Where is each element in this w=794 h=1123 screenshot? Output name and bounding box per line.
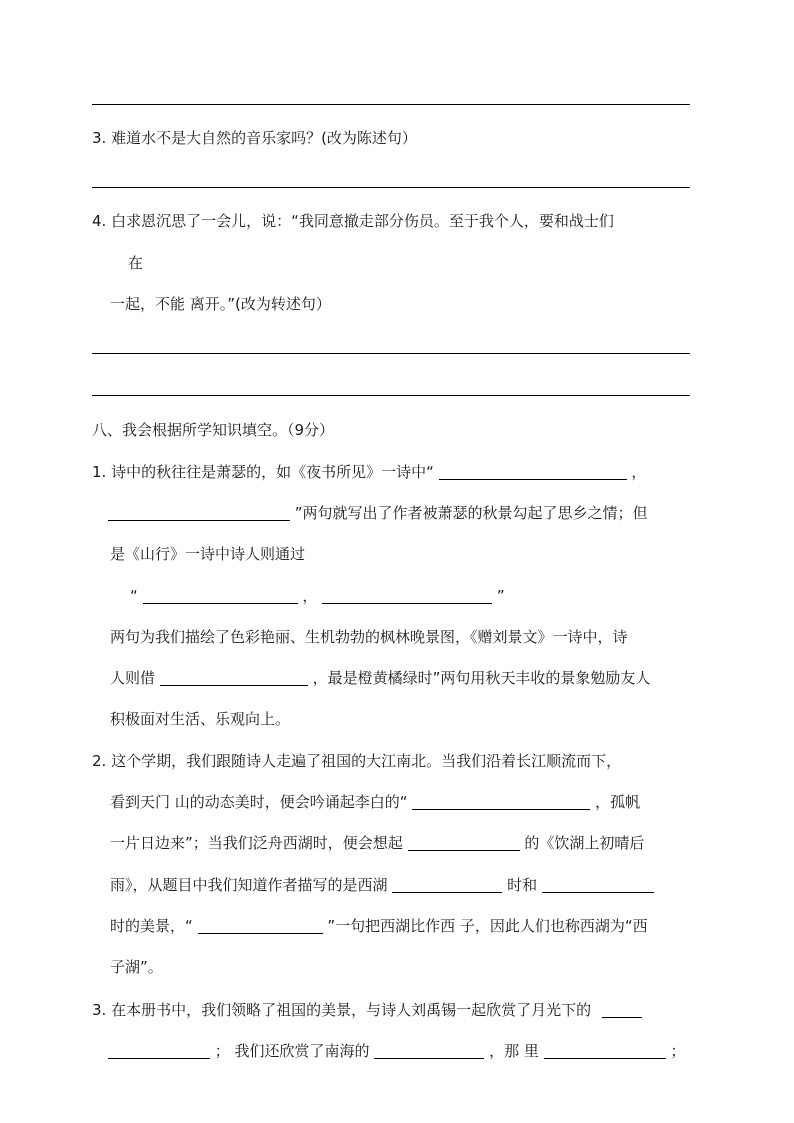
fill-blank[interactable] [322,587,492,604]
s8-q2-line3 [110,833,644,853]
s8-q2-text: 一片日边来”；当我们泛舟西湖时，便会想起 [110,834,403,852]
s8-q2-text: ”一句把西湖比作西 子，因此人们也称西湖为“西 [327,917,648,935]
question-4-line2: 在 [128,254,144,272]
fill-blank[interactable] [108,504,290,521]
s8-q3-text: ； [670,1042,686,1060]
answer-line[interactable] [92,395,690,396]
s8-q1-text: ”两句就写出了作者被萧瑟的秋景勾起了思乡之情；但 [294,504,648,522]
s8-q1-text: ， [631,463,647,481]
fill-blank[interactable] [408,834,520,851]
s8-q1-line4 [130,586,505,606]
s8-q1-line2 [108,503,648,523]
s8-q1-text: 1. 诗中的秋往往是萧瑟的，如《夜书所见》一诗中“ [92,463,434,481]
question-4-line1: 4. 白求恩沉思了一会儿，说：“我同意撤走部分伤员。至于我个人，要和战士们 [92,212,614,230]
s8-q1-text: 人则借 [110,669,156,687]
s8-q1-line7: 积极面对生活、乐观向上。 [110,710,291,728]
s8-q3-text: 3. 在本册书中，我们领略了祖国的美景，与诗人刘禹锡一起欣赏了月光下的 [92,1001,592,1019]
fill-blank[interactable] [198,917,323,934]
fill-blank[interactable] [108,1042,210,1059]
s8-q3-line2 [108,1041,685,1061]
s8-q1-text: “ [130,587,138,605]
s8-q2-text: 看到天门 山的动态美时，便会吟诵起李白的“ [110,793,408,811]
s8-q2-text: 的《饮湖上初晴后 [524,834,645,852]
fill-blank[interactable] [412,793,590,810]
fill-blank[interactable] [602,1001,642,1018]
s8-q2-line2 [110,792,640,812]
s8-q1-line5: 两句为我们描绘了色彩艳丽、生机勃勃的枫林晚景图，《赠刘景文》一诗中，诗 [110,628,628,646]
s8-q1-text: ， [302,587,318,605]
section-8-heading: 八、我会根据所学知识填空。（9分） [92,421,335,439]
answer-line[interactable] [92,353,690,354]
fill-blank[interactable] [374,1042,484,1059]
s8-q2-text: 时的美景，“ [110,917,193,935]
question-4-line3: 一起，不能 离开。”(改为转述句） [110,295,331,313]
s8-q1-line1 [92,462,646,482]
answer-line[interactable] [92,187,690,188]
s8-q1-line6 [110,668,650,688]
fill-blank[interactable] [544,1042,666,1059]
question-3-prompt: 3. 难道水不是大自然的音乐家吗？(改为陈述句） [92,129,417,147]
s8-q2-text: ，孤帆 [595,793,641,811]
s8-q2-line4 [110,875,654,895]
s8-q2-line1: 2. 这个学期，我们跟随诗人走遍了祖国的大江南北。当我们沿着长江顺流而下， [92,752,622,770]
s8-q1-text: ” [496,587,505,605]
s8-q2-text: 雨》，从题目中我们知道作者描写的是西湖 [110,876,388,894]
s8-q3-text: ，那 里 [489,1042,539,1060]
s8-q2-text: 时和 [507,876,538,894]
s8-q3-line1 [92,1000,642,1020]
s8-q3-text: ； 我们还欣赏了南海的 [214,1042,370,1060]
fill-blank[interactable] [542,876,654,893]
fill-blank[interactable] [439,463,627,480]
s8-q2-line6: 子湖”。 [110,958,163,976]
fill-blank[interactable] [160,669,308,686]
s8-q1-text: ，最是橙黄橘绿时”两句用秋天丰收的景象勉励友人 [312,669,651,687]
fill-blank[interactable] [392,876,502,893]
answer-line[interactable] [92,104,690,105]
fill-blank[interactable] [143,587,298,604]
s8-q2-line5 [110,916,648,936]
s8-q1-line3: 是《山行》一诗中诗人则通过 [110,545,306,563]
